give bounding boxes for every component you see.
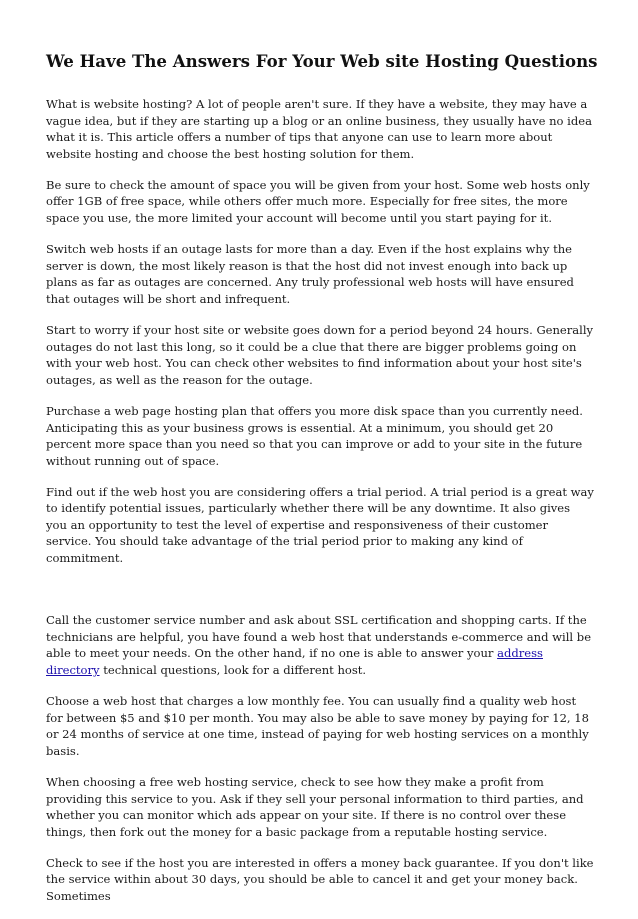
paragraph-money-back: Check to see if the host you are interested in offers a money back guarantee. If you don't like the service within about 30 days, you should be able to cancel it and get your money back. Sometimes (46, 855, 594, 903)
page-title: We Have The Answers For Your Web site Hosting Questions (46, 51, 598, 71)
document-page (46, 50, 598, 919)
paragraph-intro: What is website hosting? A lot of people aren't sure. If they have a website, they may have a vague idea, but if they are starting up a blog or an online business, they usually have no idea what it is. This article offers a number of tips that anyone can use to learn more about website hosting and choose the best hosting solution for them. (46, 97, 592, 161)
blank-gap (46, 581, 594, 612)
paragraph-downtime: Start to worry if your host site or website goes down for a period beyond 24 hours. Generally outages do not last this long, so it could be a clue that there are bigger problems going on with your web host. You can check other websites to find information about your host site's outages, as well as the reason for the outage. (46, 323, 594, 387)
paragraph-outage: Switch web hosts if an outage lasts for more than a day. Even if the host explains why the server is down, the most likely reason is that the host did not invest enough into back up plans as far as outages are concerned. Any truly professional web hosts will have ensured that outages will be short and infrequent. (46, 242, 574, 306)
paragraph-free-hosting: When choosing a free web hosting service, check to see how they make a profit from providing this service to you. Ask if they sell your personal information to third parties, and whether you can monitor which ads appear on your site. If there is no control over these things, then fork out the money for a basic package from a reputable hosting service. (46, 775, 584, 839)
address-directory-link[interactable]: address directory (46, 646, 543, 677)
paragraph-customer-service (46, 612, 594, 678)
paragraph-text-after-link: technical questions, look for a different host. (99, 662, 367, 677)
paragraph-text-before-link: Call the customer service number and ask about SSL certification and shopping carts. If the technicians are helpful, you have found a web host that understands e-commerce and will be able to meet your needs. On the other hand, if no one is able to answer your (46, 613, 592, 661)
paragraph-disk-space: Be sure to check the amount of space you will be given from your host. Some web hosts only offer 1GB of free space, while others offer much more. Especially for free sites, the more space you use, the more limited your account will become until you start paying for it. (46, 177, 590, 225)
paragraph-monthly-fee: Choose a web host that charges a low monthly fee. You can usually find a quality web host for between $5 and $10 per month. You may also be able to save money by paying for 12, 18 or 24 months of service at one time, instead of paying for web hosting services on a monthly basis. (46, 694, 589, 758)
paragraph-trial-period: Find out if the web host you are considering offers a trial period. A trial period is a great way to identify potential issues, particularly whether there will be any downtime. It also gives you an opportunity to test the level of expertise and responsiveness of their customer service. You should take advantage of the trial period prior to making any kind of commitment. (46, 484, 594, 566)
paragraph-hosting-plan: Purchase a web page hosting plan that offers you more disk space than you currently need. Anticipating this as your business grows is essential. At a minimum, you should get 20 percent more space than you need so that you can improve or add to your site in the future without running out of space. (46, 403, 583, 468)
